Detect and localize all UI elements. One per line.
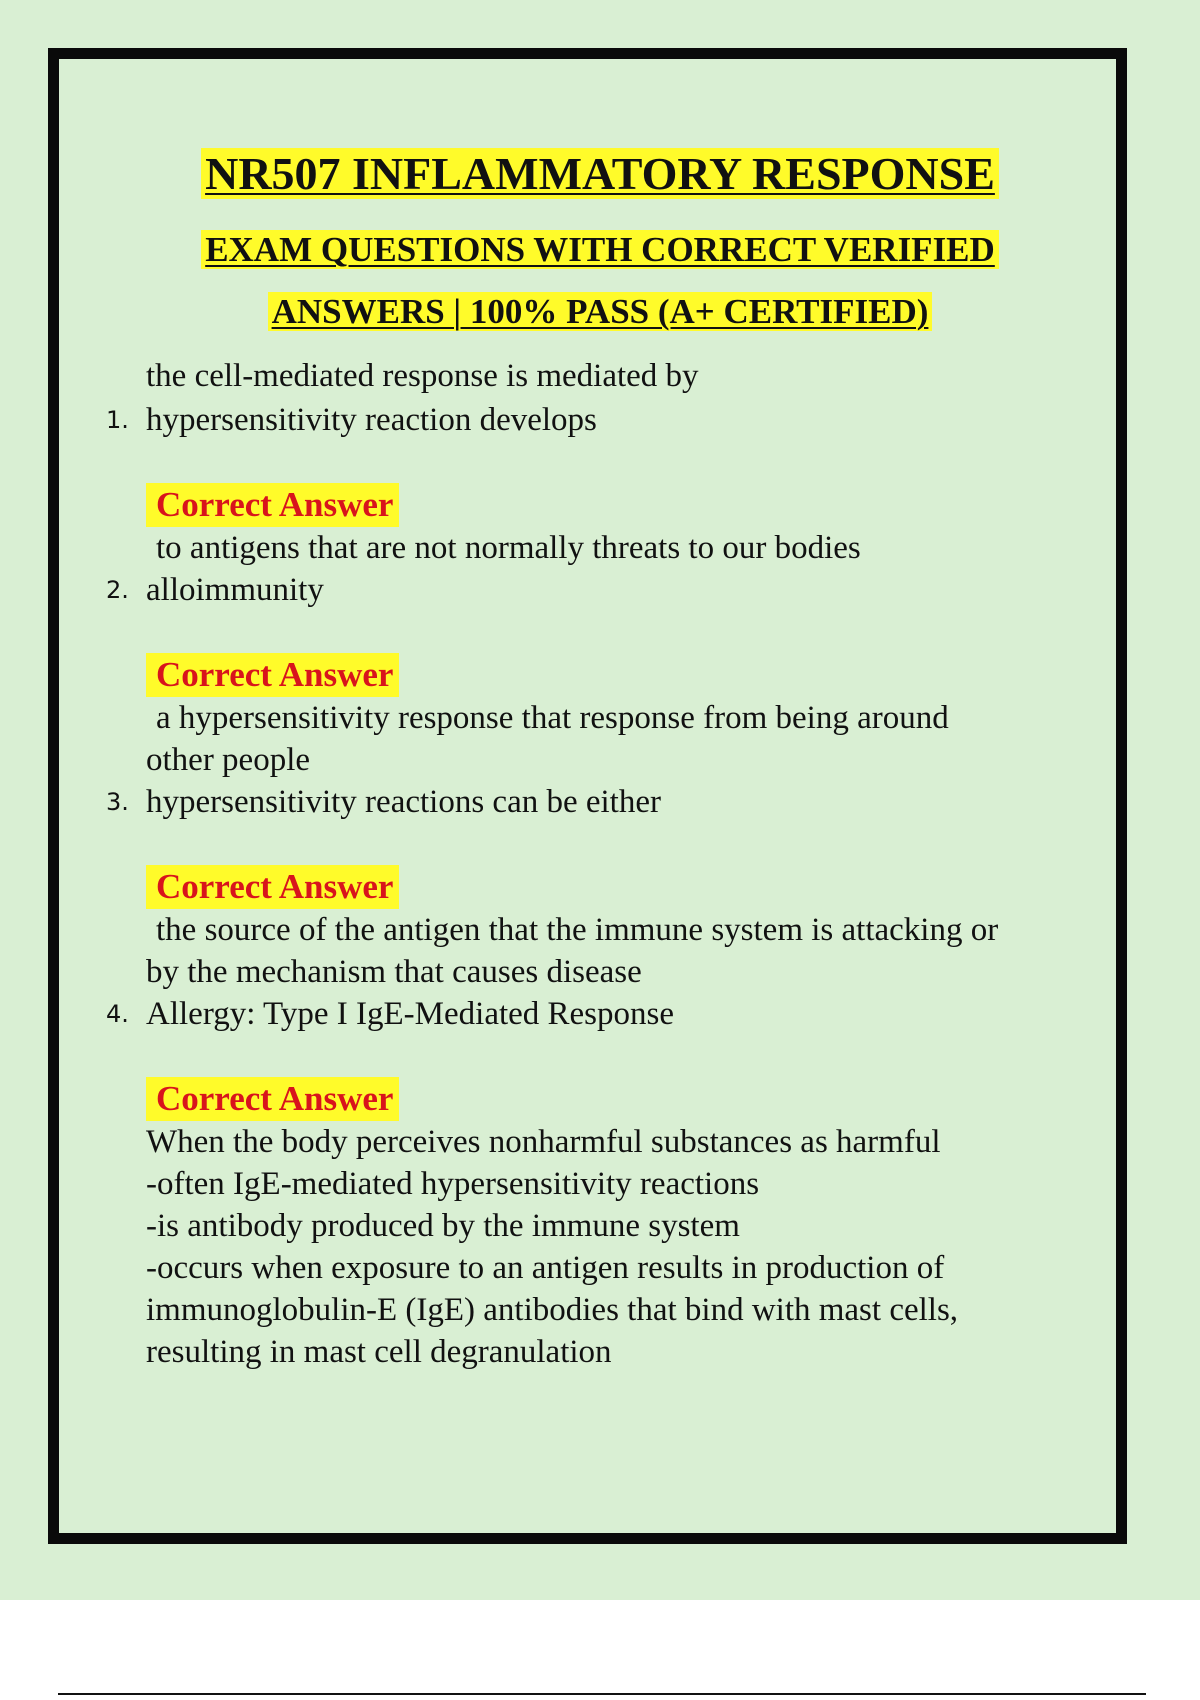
question-number: 3.: [106, 788, 129, 816]
answer-line: -often IgE-mediated hypersensitivity reactions: [146, 1166, 760, 1202]
question-number: 1.: [106, 406, 129, 434]
intro-text: the cell-mediated response is mediated by: [146, 358, 699, 394]
answer-line: When the body perceives nonharmful substances as harmful: [146, 1124, 941, 1160]
answer-line: other people: [146, 742, 311, 778]
answer-line: to antigens that are not normally threats to our bodies: [156, 530, 861, 566]
answer-line: by the mechanism that causes disease: [146, 954, 642, 990]
question-text: hypersensitivity reactions can be either: [146, 784, 661, 820]
answer-block: [100, 653, 1080, 781]
question-text: hypersensitivity reaction develops: [146, 402, 597, 438]
answer-block: [100, 483, 1080, 569]
question-text: alloimmunity: [146, 572, 324, 608]
document-subtitle-line-1: EXAM QUESTIONS WITH CORRECT VERIFIED: [201, 230, 999, 269]
correct-answer-label: Correct Answer: [146, 1077, 399, 1121]
answer-line: the source of the antigen that the immune system is attacking or: [156, 912, 999, 948]
document-subtitle-line-2: ANSWERS | 100% PASS (A+ CERTIFIED): [268, 292, 933, 331]
document-title-row: [0, 146, 1200, 202]
answer-line: -is antibody produced by the immune system: [146, 1208, 740, 1244]
answer-line: resulting in mast cell degranulation: [146, 1334, 612, 1370]
answer-line: immunoglobulin-E (IgE) antibodies that bind with mast cells,: [146, 1292, 959, 1328]
answer-block: [100, 1077, 1080, 1373]
question-number: 4.: [106, 1000, 129, 1028]
question-item: [100, 993, 1080, 1035]
subtitle-row-1: [0, 228, 1200, 272]
page-divider: [58, 1693, 1146, 1695]
answer-line: -occurs when exposure to an antigen results in production of: [146, 1250, 945, 1286]
question-text: Allergy: Type I IgE-Mediated Response: [146, 996, 675, 1032]
question-list: [100, 355, 1080, 1373]
question-item: [100, 569, 1080, 611]
answer-block: [100, 865, 1080, 993]
question-number: 2.: [106, 576, 129, 604]
answer-line: a hypersensitivity response that response from being around: [156, 700, 949, 736]
correct-answer-label: Correct Answer: [146, 653, 399, 697]
correct-answer-label: Correct Answer: [146, 483, 399, 527]
document-title: NR507 INFLAMMATORY RESPONSE: [201, 148, 999, 199]
question-item: [100, 399, 1080, 441]
question-item: [100, 781, 1080, 823]
subtitle-row-2: [0, 290, 1200, 334]
correct-answer-label: Correct Answer: [146, 865, 399, 909]
